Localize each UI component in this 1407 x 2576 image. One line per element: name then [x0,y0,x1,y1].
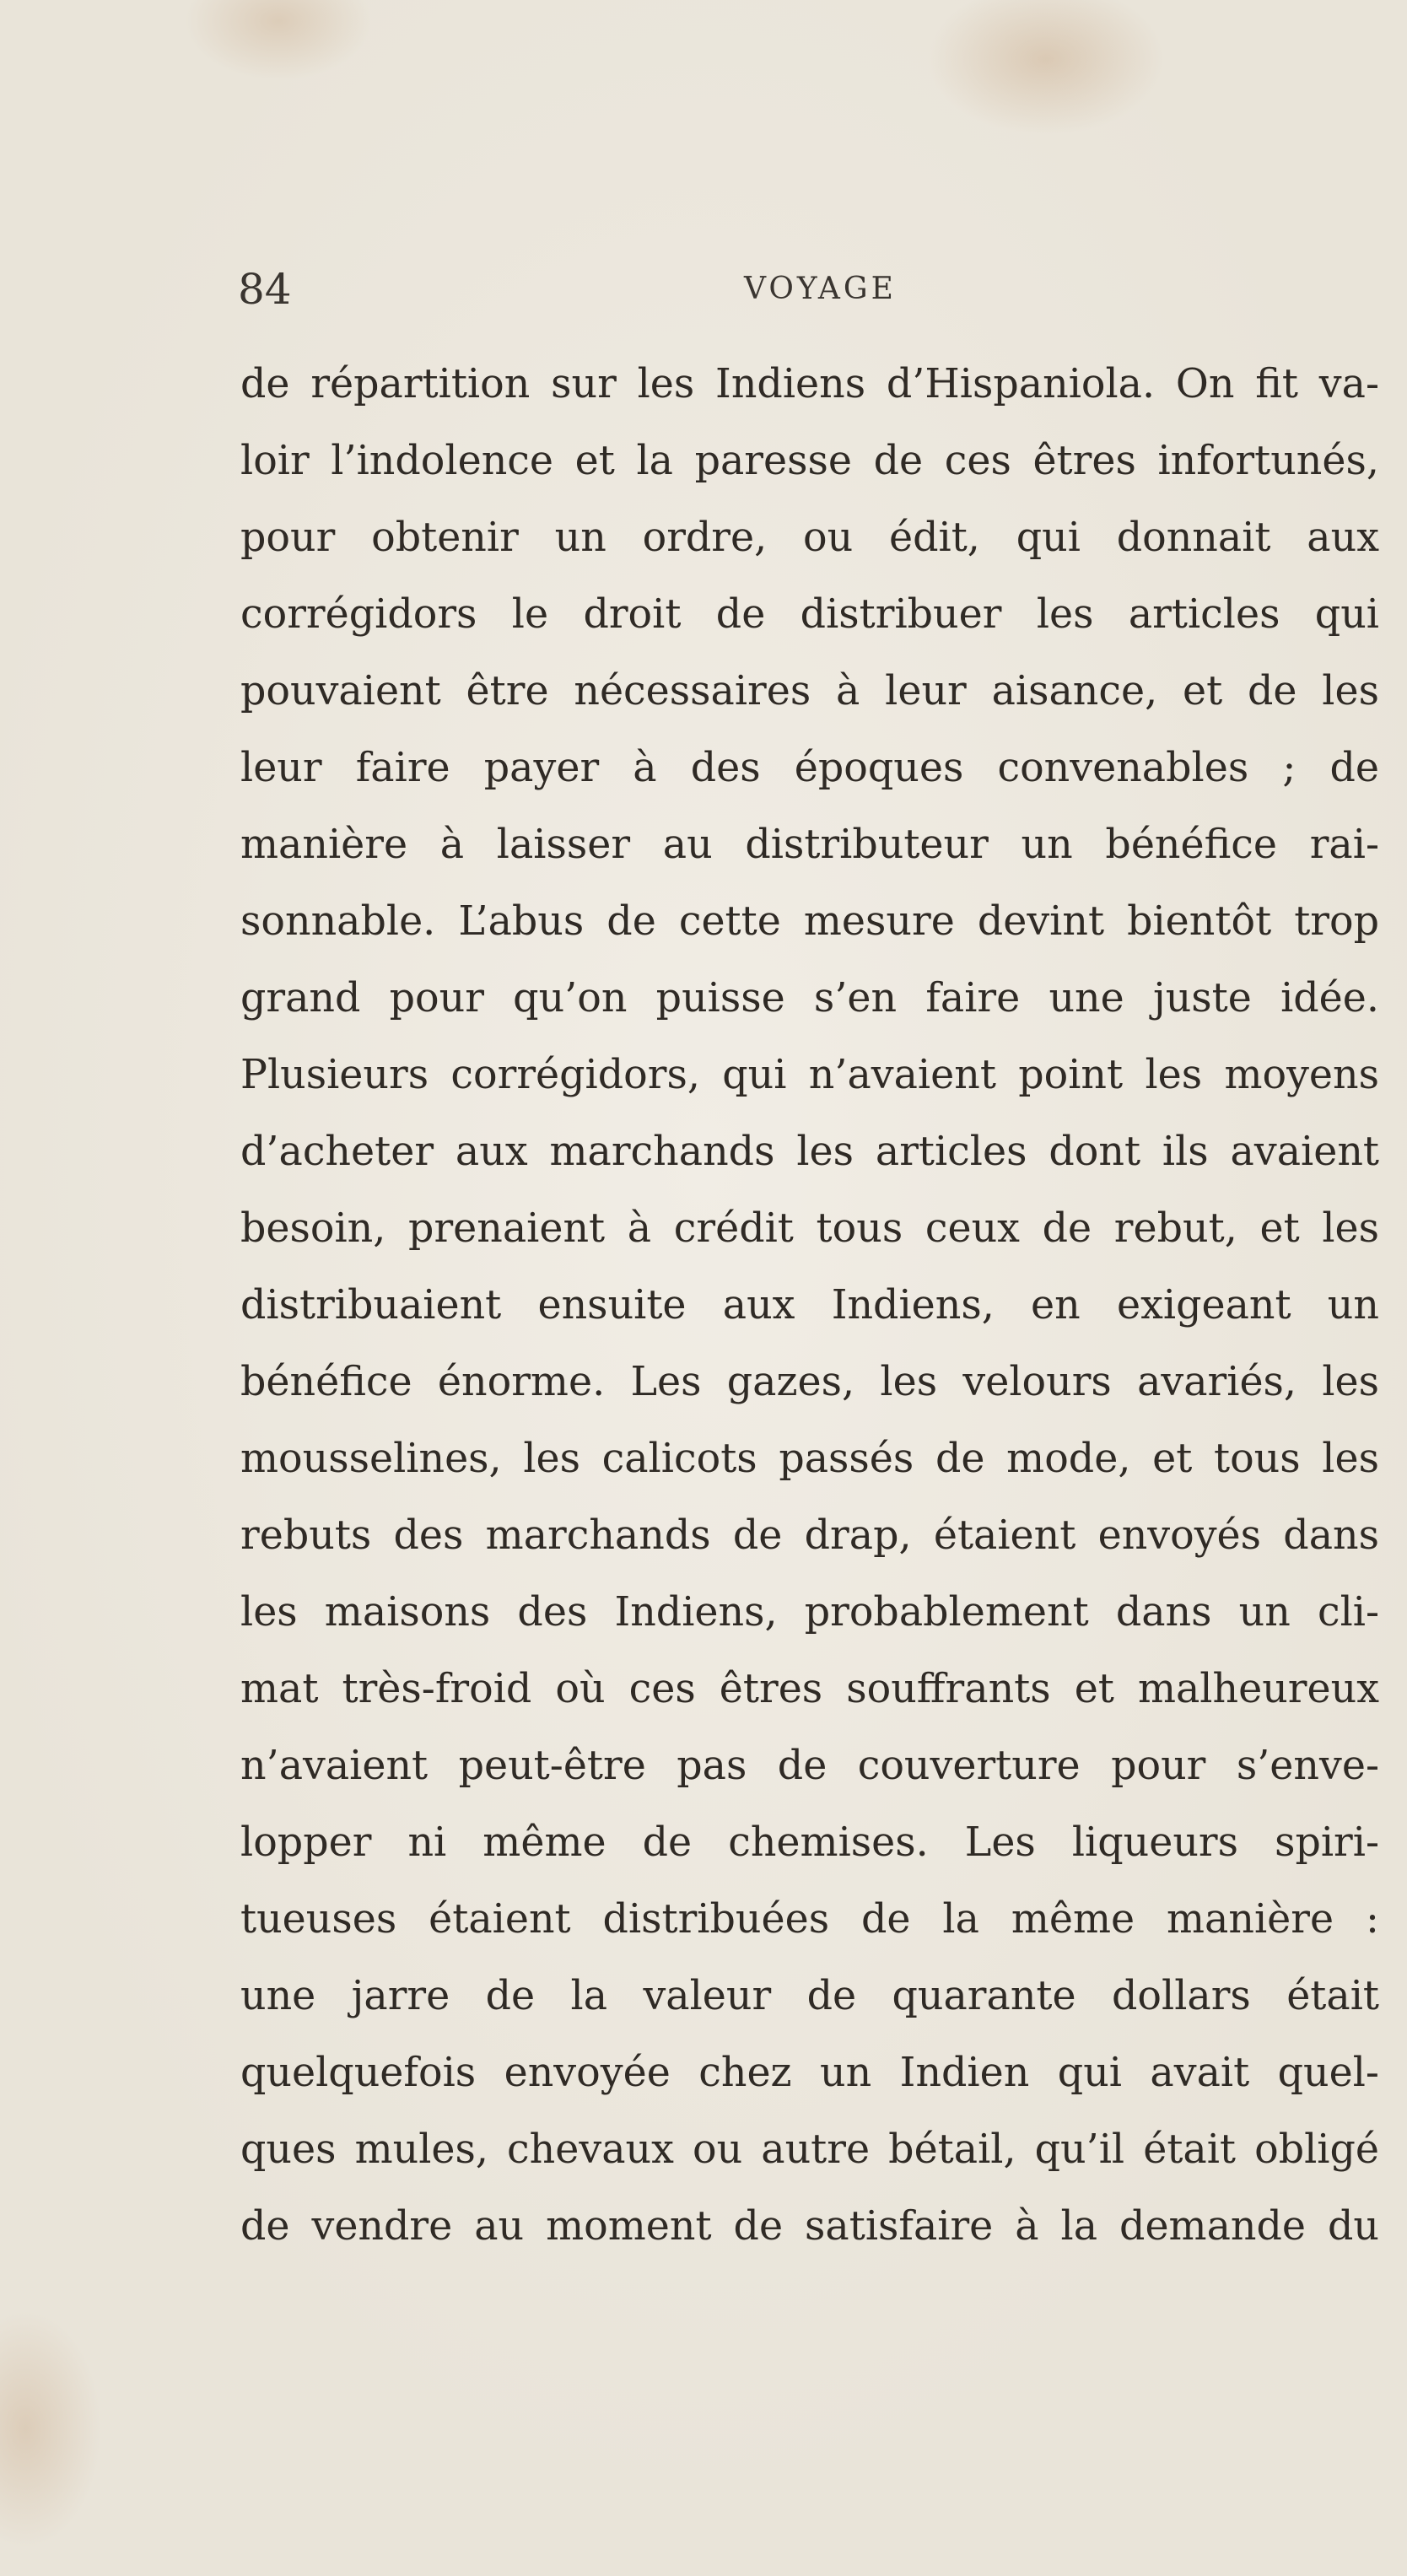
text-line: pour obtenir un ordre, ou édit, qui donnait aux [240,515,1379,561]
text-line: corrégidors le droit de distribuer les articles qui [240,591,1379,638]
text-line: ques mules, chevaux ou autre bétail, qu’il était obligé [240,2126,1379,2173]
page-number: 84 [238,265,292,314]
text-line: rebuts des marchands de drap, étaient envoyés dans [240,1512,1379,1559]
text-line: pouvaient être nécessaires à leur aisance, et de les [240,668,1379,714]
text-line: Plusieurs corrégidors, qui n’avaient point les moyens [240,1052,1379,1098]
text-line: quelquefois envoyée chez un Indien qui avait quel- [240,2050,1379,2096]
text-line: manière à laisser au distributeur un bénéfice rai- [240,822,1379,868]
text-line: d’acheter aux marchands les articles dont ils avaient [240,1129,1379,1175]
body-text [240,346,1379,2265]
text-line: mousselines, les calicots passés de mode, et tous les [240,1436,1379,1482]
text-line: lopper ni même de chemises. Les liqueurs spiri- [240,1819,1379,1866]
text-line: tueuses étaient distribuées de la même manière : [240,1896,1379,1943]
running-head-title: VOYAGE [744,272,897,306]
text-line: leur faire payer à des époques convenables ; de [240,745,1379,791]
text-line: les maisons des Indiens, probablement dans un cli- [240,1589,1379,1636]
running-head [238,251,1385,327]
text-line: une jarre de la valeur de quarante dollars était [240,1973,1379,2019]
text-line: besoin, prenaient à crédit tous ceux de rebut, et les [240,1205,1379,1252]
text-line: grand pour qu’on puisse s’en faire une juste idée. [240,975,1379,1021]
text-line: mat très-froid où ces êtres souffrants et malheureux [240,1666,1379,1712]
text-line: loir l’indolence et la paresse de ces êtres infortunés, [240,438,1379,484]
text-line: n’avaient peut-être pas de couverture pour s’enve- [240,1743,1379,1789]
text-line: de répartition sur les Indiens d’Hispaniola. On fit va- [240,361,1379,407]
text-line: de vendre au moment de satisfaire à la demande du [240,2203,1379,2250]
text-line: sonnable. L’abus de cette mesure devint bientôt trop [240,898,1379,945]
text-line: distribuaient ensuite aux Indiens, en exigeant un [240,1282,1379,1328]
text-line: bénéfice énorme. Les gazes, les velours avariés, les [240,1359,1379,1405]
